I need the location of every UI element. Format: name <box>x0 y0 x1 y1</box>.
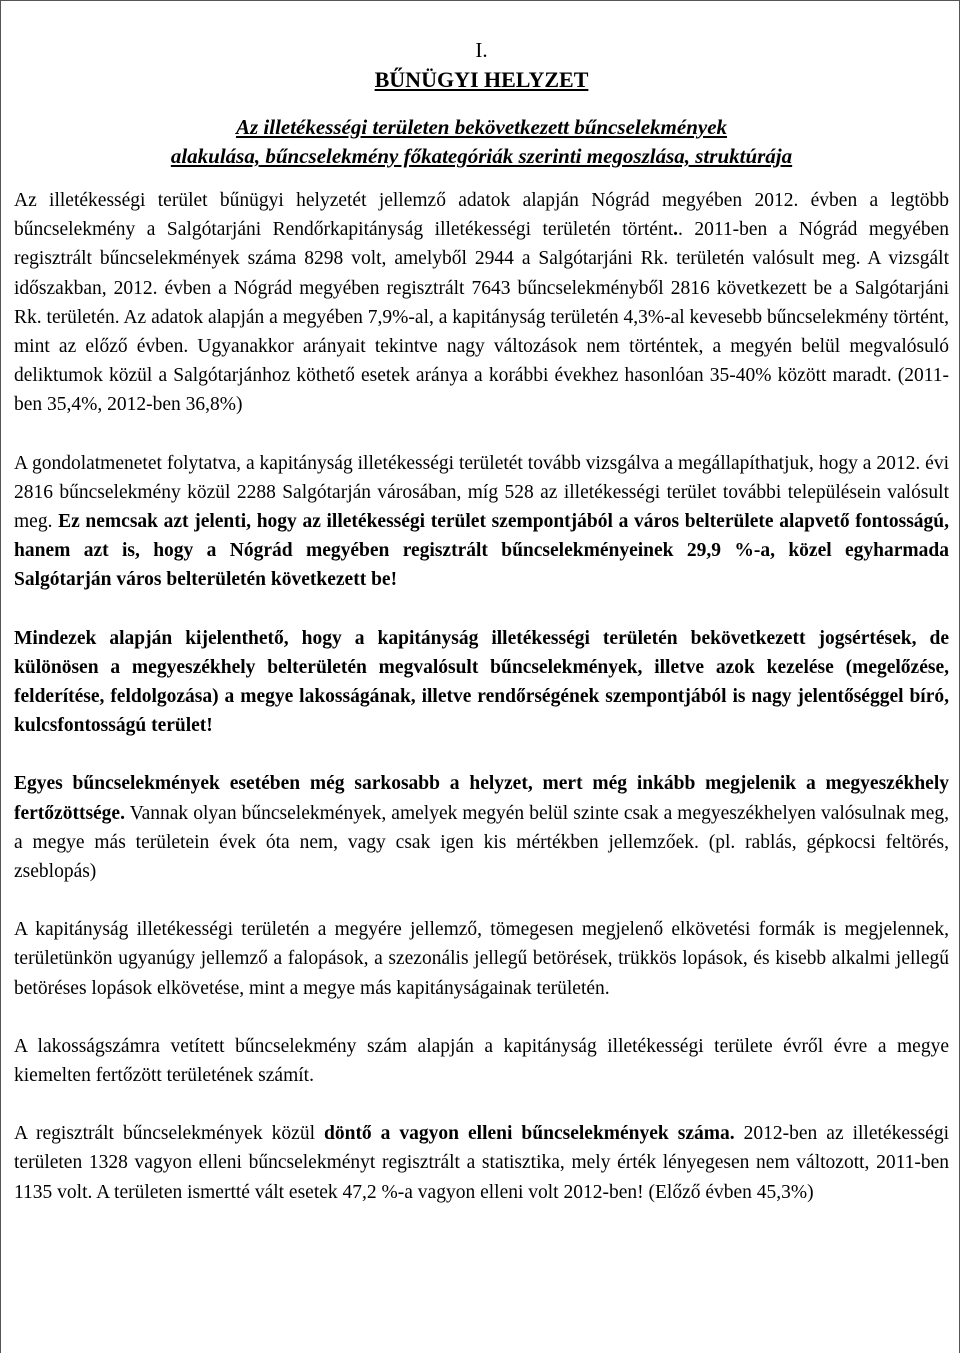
p2-bold: Ez nemcsak azt jelenti, hogy az illetékességi terület szempontjából a város belterülete alapvető fontosságú, hanem azt is, hogy a Nógrád megyében regisztrált bűncselekményeinek 29,9 %-a, közel egyharmada Salgótarján város belterületén következett be! <box>14 511 950 591</box>
paragraph-crime-forms <box>14 915 949 1003</box>
p5-text: A kapitányság illetékességi területén a megyére jellemző, tömegesen megjelenő elkövetési formák is megjelennek, területünkön ugyanúgy jellemző a falopások, a szezonális jellegű betörések, trükkös lopások, és kisebb alkalmi jellegű betöréses lopások elkövetése, mint a megye más kapitányságainak területén. <box>14 919 949 999</box>
paragraph-specific-crimes <box>14 769 949 886</box>
paragraph-crime-situation <box>14 186 949 420</box>
p3-bold: Mindezek alapján kijelenthető, hogy a kapitányság illetékességi területén bekövetkezett jogsértések, de különösen a megyeszékhely belterületén megvalósult bűncselekmények, illetve azok kezelése (megelőzése, felderítése, feldolgozása) a megye lakosságának, illetve rendőrségének szempontjából is nagy jelentőséggel bíró, kulcsfontosságú terület! <box>14 627 949 737</box>
p1-bold-period: . <box>673 219 678 241</box>
paragraph-population-ratio <box>14 1032 949 1090</box>
p1-part-a: Az illetékességi terület bűnügyi helyzetét jellemző adatok alapján Nógrád megyében 2012. évben a legtöbb bűncselekmény a Salgótarjáni Rendőrkapitányság illetékességi területén történt <box>14 190 949 241</box>
p7-bold: döntő a vagyon elleni bűncselekmények száma. <box>324 1123 735 1145</box>
section-subtitle-line1: Az illetékességi területen bekövetkezett bűncselekmények <box>235 115 728 139</box>
p6-text: A lakosságszámra vetített bűncselekmény szám alapján a kapitányság illetékességi területe évről évre a megye kiemelten fertőzött területének számít. <box>14 1035 949 1087</box>
document-body <box>14 35 949 1207</box>
chapter-title: BŰNÜGYI HELYZET <box>374 67 589 92</box>
p7-part-c: 2012-ben az illetékességi területen 1328 vagyon elleni bűncselekményt regisztrált a statisztika, mely érték lényegesen nem változott, 2011-ben 1135 volt. A területen ismertté vált esetek 47,2 %-a vagyon elleni volt 2012-ben! (Előző évben 45,3%) <box>14 1123 949 1203</box>
section-subtitle-line2: alakulása, bűncselekmény főkategóriák szerinti megoszlása, struktúrája <box>170 144 793 168</box>
chapter-number: I. <box>475 38 488 62</box>
p4-bold: Egyes bűncselekmények esetében még sarkosabb a helyzet, mert még inkább megjelenik a megyeszékhely fertőzöttsége. <box>14 773 949 824</box>
paragraph-property-crimes <box>14 1119 949 1207</box>
section-subtitle <box>14 113 949 171</box>
p7-part-a: A regisztrált bűncselekmények közül <box>14 1123 324 1145</box>
paragraph-conclusion <box>14 624 949 741</box>
p1-part-c: Az adatok alapján a megyében 7,9%-al, a kapitányság területén 4,3%-al kevesebb bűncselekmény történt, mint az előző évben. Ugyanakkor arányait tekintve nagy változások nem történtek, a megyén belül megvalósuló deliktumok közül a Salgótarjánhoz köthető esetek aránya a korábbi évekhez hasonlóan 35-40% között maradt. (2011-ben 35,4%, 2012-ben 36,8%) <box>14 306 949 416</box>
p4-part-b: Vannak olyan bűncselekmények, amelyek megyén belül szinte csak a megyeszékhelyen valósulnak meg, a megye más területein évek óta nem, vagy csak igen kis mértékben jellemzőek. (pl. rablás, gépkocsi feltörés, zseblopás) <box>14 802 949 883</box>
p2-part-a: A gondolatmenetet folytatva, a kapitányság illetékességi területét tovább vizsgálva a megállapíthatjuk, hogy a 2012. évi 2816 bűncselekmény közül 2288 Salgótarján városában, míg 528 az illetékességi terület további településein valósult meg. <box>14 452 949 533</box>
paragraph-city-analysis <box>14 449 949 595</box>
p1-part-b: . 2011-ben a Nógrád megyében regisztrált bűncselekmények száma 8298 volt, amelyből 2944 a Salgótarjáni Rk. területén valósult meg. A vizsgált időszakban, 2012. évben a Nógrád megyében regisztrált 7643 bűncselekményből 2816 következett be a Salgótarjáni Rk. területén. <box>14 219 950 328</box>
